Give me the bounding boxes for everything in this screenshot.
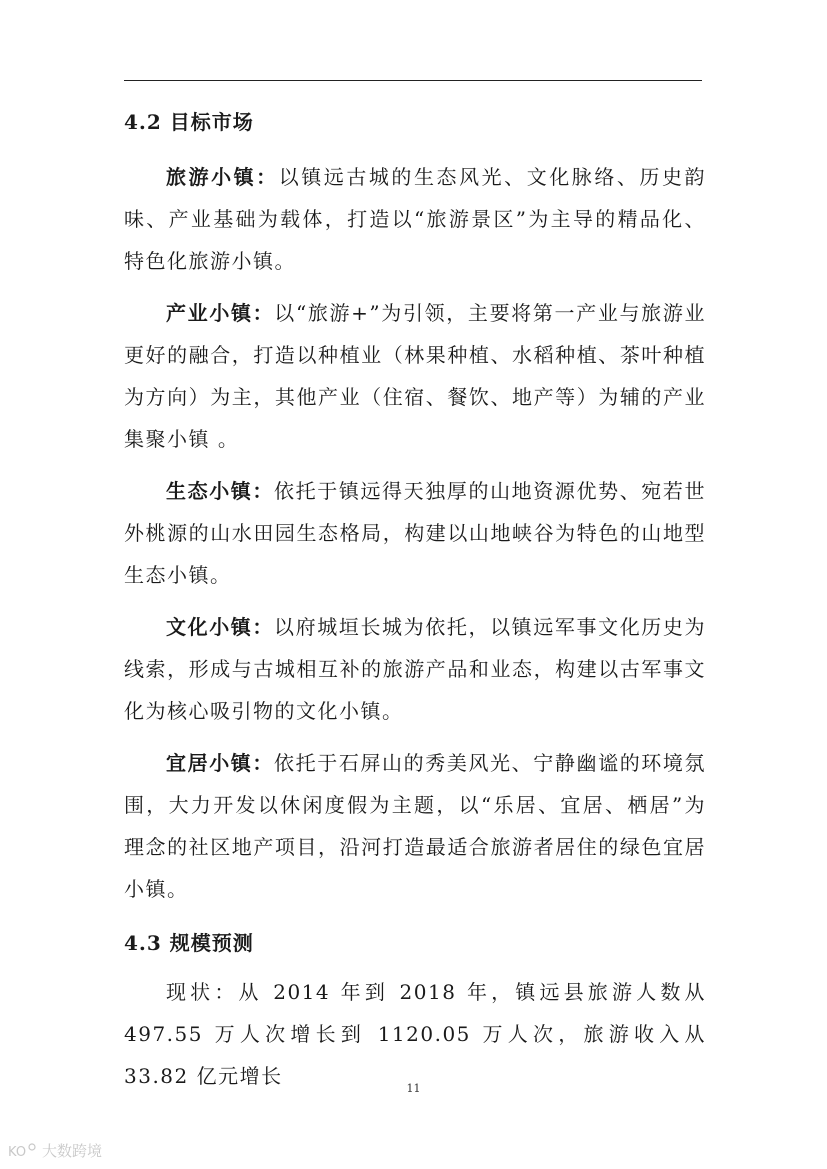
section-heading-4-2: 4.2 目标市场	[124, 110, 254, 134]
paragraph-text: 以府城垣长城为依托，以镇远军事文化历史为线索，形成与古城相互补的旅游产品和业态，构建以古军事文化为核心吸引物的文化小镇。	[124, 615, 707, 723]
document-body	[124, 103, 706, 1107]
paragraph-current-status: 现状：从 2014 年到 2018 年，镇远县旅游人数从 497.55 万人次增长到 1120.05 万人次，旅游收入从 33.82 亿元增长	[124, 980, 706, 1088]
paragraph-lead: 产业小镇：	[166, 301, 275, 325]
watermark-logo-icon	[8, 1142, 38, 1160]
header-rule	[124, 80, 702, 81]
paragraph-text: 依托于镇远得天独厚的山地资源优势、宛若世外桃源的山水田园生态格局，构建以山地峡谷为特色的山地型生态小镇。	[124, 479, 707, 587]
paragraph-livable-town	[124, 742, 706, 910]
section-heading-4-3: 4.3 规模预测	[124, 931, 254, 955]
paragraph-text: 以“旅游+”为引领，主要将第一产业与旅游业更好的融合，打造以种植业（林果种植、水稻种植、茶叶种植为方向）为主，其他产业（住宿、餐饮、地产等）为辅的产业集聚小镇 。	[124, 301, 706, 451]
paragraph-lead: 生态小镇：	[166, 479, 275, 503]
page-number: 11	[406, 1082, 421, 1095]
paragraph-ecology-town	[124, 470, 706, 596]
paragraph-text: 以镇远古城的生态风光、文化脉络、历史韵味、产业基础为载体，打造以“旅游景区”为主导的精品化、特色化旅游小镇。	[124, 165, 707, 273]
paragraph-industry-town	[124, 292, 706, 460]
paragraph-culture-town	[124, 606, 706, 732]
watermark	[8, 1140, 102, 1161]
paragraph-lead: 文化小镇：	[166, 615, 275, 639]
paragraph-text: 依托于石屏山的秀美风光、宁静幽谧的环境氛围，大力开发以休闲度假为主题，以“乐居、宜居、栖居”为理念的社区地产项目，沿河打造最适合旅游者居住的绿色宜居小镇。	[124, 751, 707, 901]
watermark-text: 大数跨境	[42, 1142, 103, 1160]
svg-text:KO: KO	[8, 1144, 27, 1160]
paragraph-lead: 旅游小镇：	[166, 165, 279, 189]
paragraph-lead: 宜居小镇：	[166, 751, 275, 775]
paragraph-tourism-town	[124, 156, 706, 282]
